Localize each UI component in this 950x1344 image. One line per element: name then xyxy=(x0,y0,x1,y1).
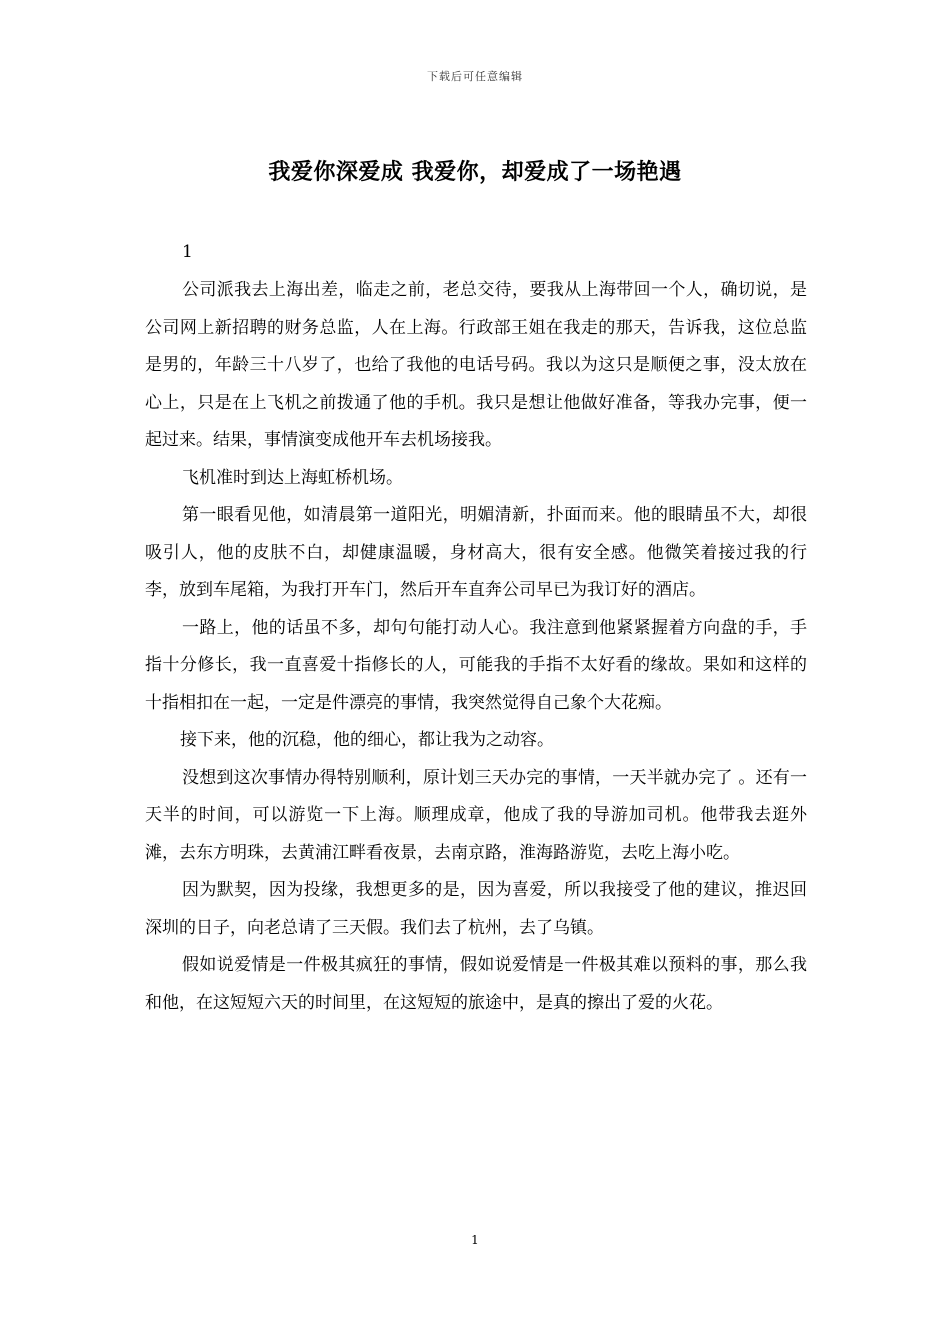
header-note: 下载后可任意编辑 xyxy=(427,70,523,83)
paragraph: 因为默契，因为投缘，我想更多的是，因为喜爱，所以我接受了他的建议，推迟回深圳的日子，向老总请了三天假。我们去了杭州，去了乌镇。 xyxy=(145,880,807,938)
paragraph: 第一眼看见他，如清晨第一道阳光，明媚清新，扑面而来。他的眼睛虽不大，却很吸引人，他的皮肤不白，却健康温暖，身材高大，很有安全感。他微笑着接过我的行李，放到车尾箱，为我打开车门，然后开车直奔公司早已为我订好的酒店。 xyxy=(145,505,807,600)
section-number: 1 xyxy=(182,242,193,262)
document-title: 我爱你深爱成 我爱你，却爱成了一场艳遇 xyxy=(268,159,682,185)
document-body xyxy=(145,236,807,1022)
page-number: 1 xyxy=(471,1233,479,1247)
paragraph: 接下来，他的沉稳，他的细心，都让我为之动容。 xyxy=(180,730,554,750)
paragraph: 一路上，他的话虽不多，却句句能打动人心。我注意到他紧紧握着方向盘的手，手指十分修长，我一直喜爱十指修长的人，可能我的手指不太好看的缘故。果如和这样的十指相扣在一起，一定是件漂亮的事情，我突然觉得自己象个大花痴。 xyxy=(145,617,807,713)
paragraph: 公司派我去上海出差，临走之前，老总交待，要我从上海带回一个人，确切说，是公司网上新招聘的财务总监，人在上海。行政部王姐在我走的那天，告诉我，这位总监是男的，年龄三十八岁了，也给了我他的电话号码。我以为这只是顺便之事，没太放在心上，只是在上飞机之前拨通了他的手机。我只是想让他做好准备，等我办完事，便一起过来。结果，事情演变成他开车去机场接我。 xyxy=(145,280,807,450)
paragraph: 没想到这次事情办得特别顺利，原计划三天办完的事情，一天半就办完了 。还有一天半的时间，可以游览一下上海。顺理成章，他成了我的导游加司机。他带我去逛外滩，去东方明珠，去黄浦江畔看夜景，去南京路，淮海路游览，去吃上海小吃。 xyxy=(145,767,807,863)
paragraph: 飞机准时到达上海虹桥机场。 xyxy=(182,467,403,488)
paragraph: 假如说爱情是一件极其疯狂的事情，假如说爱情是一件极其难以预料的事，那么我和他，在这短短六天的时间里，在这短短的旅途中，是真的擦出了爱的火花。 xyxy=(145,955,807,1013)
